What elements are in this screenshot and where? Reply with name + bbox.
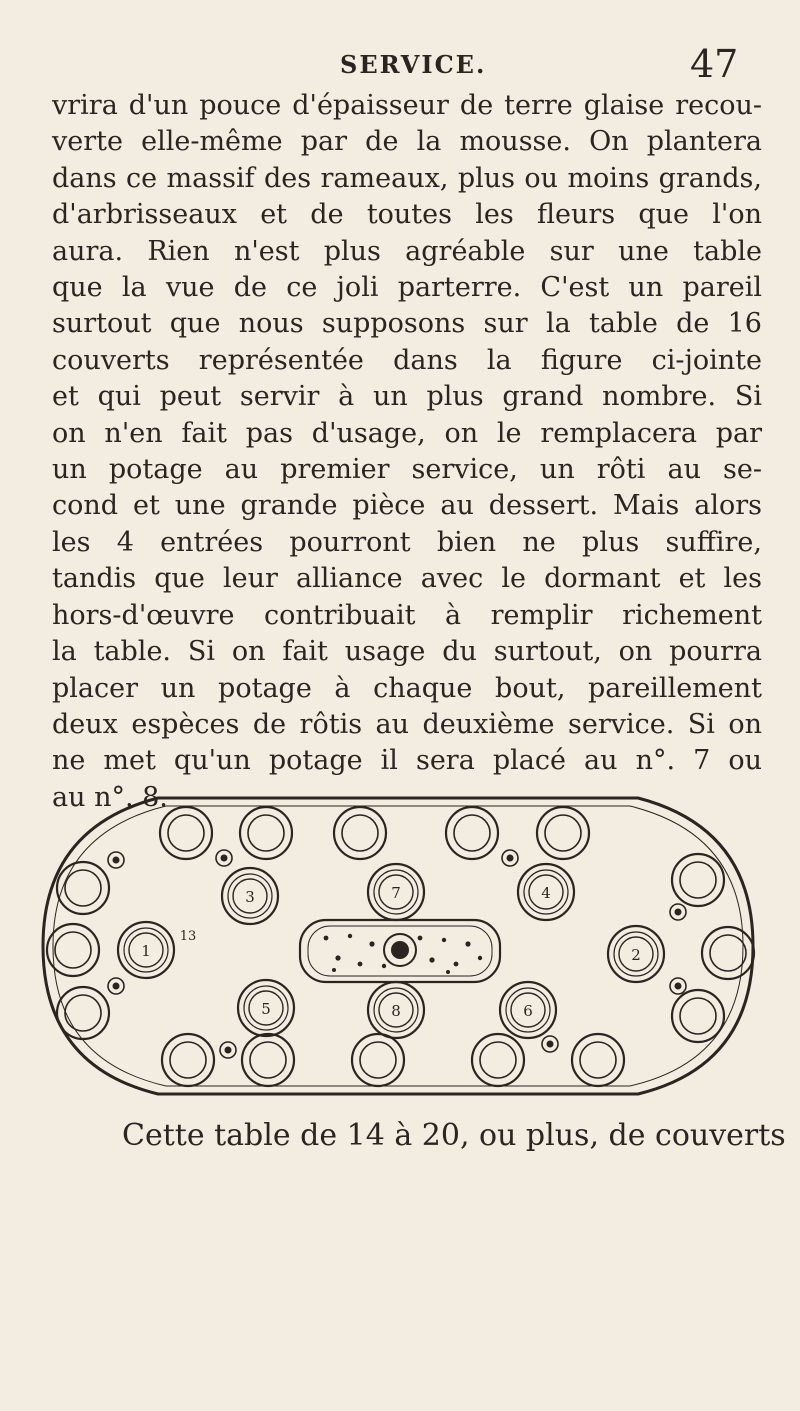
dish-label: 8 — [391, 1002, 401, 1020]
text-line: cond et une grande pièce au dessert. Mais alors — [52, 490, 762, 522]
cover-plate — [57, 987, 109, 1039]
hors-doeuvre — [216, 850, 232, 866]
dish-label: 13 — [179, 929, 197, 944]
text-line: couverts représentée dans la figure ci-jointe — [52, 344, 762, 376]
cover-plate — [47, 924, 99, 976]
cover-plate — [334, 807, 386, 859]
cover-plate — [160, 807, 212, 859]
hors-doeuvre — [108, 852, 124, 868]
hors-doeuvre — [670, 904, 686, 920]
dish-label: 1 — [141, 942, 151, 960]
hors-doeuvre — [502, 850, 518, 866]
figure-caption: Cette table de 14 à 20, ou plus, de couverts — [122, 1118, 786, 1153]
cover-plate — [472, 1034, 524, 1086]
hors-doeuvre — [542, 1036, 558, 1052]
cover-plate — [702, 927, 754, 979]
text-line: deux espèces de rôtis au deuxième service. Si on — [52, 708, 762, 740]
cover-plate — [242, 1034, 294, 1086]
dish-label: 4 — [541, 884, 551, 902]
text-line: on n'en fait pas d'usage, on le remplacera par — [52, 417, 762, 449]
page-number: 47 — [690, 42, 739, 86]
body-text — [52, 88, 762, 816]
cover-plate — [446, 807, 498, 859]
text-line: surtout que nous supposons sur la table de 16 — [52, 308, 762, 340]
text-line: placer un potage à chaque bout, pareillement — [52, 672, 762, 704]
hors-doeuvre — [220, 1042, 236, 1058]
text-line: vrira d'un pouce d'épaisseur de terre glaise recou- — [52, 90, 762, 121]
dish-label: 7 — [391, 884, 401, 902]
running-title: SERVICE. — [340, 50, 487, 79]
text-line: aura. Rien n'est plus agréable sur une table — [52, 235, 762, 267]
hors-doeuvre — [670, 978, 686, 994]
cover-plate — [672, 990, 724, 1042]
text-line: ne met qu'un potage il sera placé au n°. 7 ou — [52, 745, 762, 777]
cover-plate — [352, 1034, 404, 1086]
hors-doeuvre — [108, 978, 124, 994]
centerpiece-surtout — [300, 920, 500, 982]
text-line: la table. Si on fait usage du surtout, on pourra — [52, 636, 762, 668]
cover-plate — [572, 1034, 624, 1086]
dish-label: 6 — [523, 1002, 533, 1020]
cover-plate — [672, 854, 724, 906]
cover-plate — [240, 807, 292, 859]
text-line: que la vue de ce joli parterre. C'est un pareil — [52, 272, 762, 304]
cover-plate — [537, 807, 589, 859]
dish-label: 2 — [631, 946, 641, 964]
cover-plate — [57, 862, 109, 914]
text-line: un potage au premier service, un rôti au se- — [52, 454, 762, 486]
cover-plate — [162, 1034, 214, 1086]
text-line: et qui peut servir à un plus grand nombre. Si — [52, 381, 762, 413]
text-line: dans ce massif des rameaux, plus ou moins grands, — [52, 162, 762, 194]
text-line: les 4 entrées pourront bien ne plus suffire, — [52, 526, 762, 558]
dish-label: 5 — [261, 1000, 271, 1018]
dish-label: 3 — [245, 888, 255, 906]
text-line: au n°. 8. — [52, 781, 168, 813]
text-line: d'arbrisseaux et de toutes les fleurs que l'on — [52, 199, 762, 231]
table-setting-figure — [38, 788, 758, 1103]
running-head — [0, 40, 800, 86]
text-line: hors-d'œuvre contribuait à remplir richement — [52, 599, 762, 631]
text-line: verte elle-même par de la mousse. On plantera — [52, 126, 762, 158]
text-line: tandis que leur alliance avec le dormant et les — [52, 563, 762, 595]
